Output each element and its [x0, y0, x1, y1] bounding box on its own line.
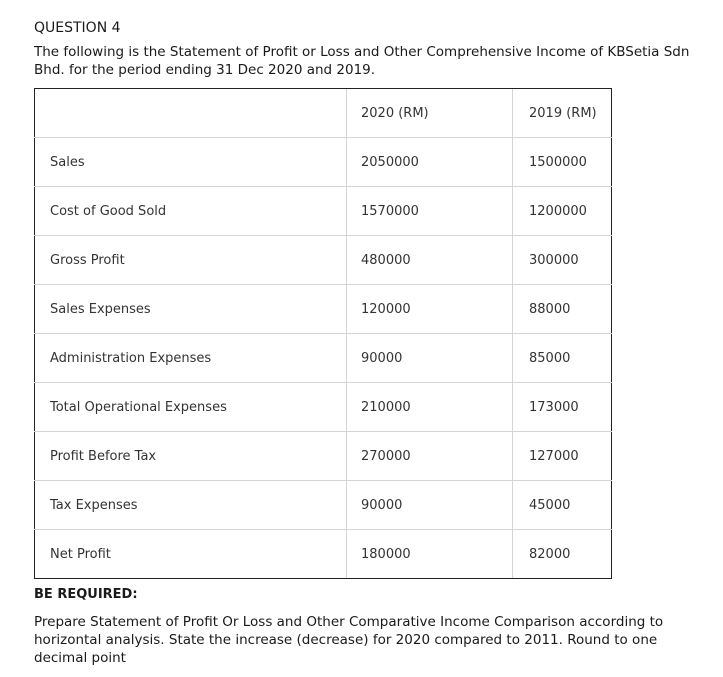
table-row: [35, 530, 612, 579]
table-row: [35, 285, 612, 334]
table-header-row: [35, 89, 612, 138]
value-2019: 127000: [513, 432, 612, 481]
table-row: [35, 383, 612, 432]
table-row: [35, 138, 612, 187]
table-row: [35, 236, 612, 285]
value-2020: 2050000: [347, 138, 513, 187]
row-label: Gross Profit: [35, 236, 347, 285]
header-2020: 2020 (RM): [347, 89, 513, 138]
question-heading: QUESTION 4: [34, 20, 121, 36]
row-label: Sales: [35, 138, 347, 187]
row-label: Tax Expenses: [35, 481, 347, 530]
row-label: Administration Expenses: [35, 334, 347, 383]
value-2019: 173000: [513, 383, 612, 432]
value-2020: 120000: [347, 285, 513, 334]
value-2019: 45000: [513, 481, 612, 530]
value-2020: 270000: [347, 432, 513, 481]
header-2019: 2019 (RM): [513, 89, 612, 138]
value-2020: 180000: [347, 530, 513, 579]
value-2020: 480000: [347, 236, 513, 285]
financial-table: [34, 88, 612, 579]
value-2019: 1500000: [513, 138, 612, 187]
value-2020: 90000: [347, 334, 513, 383]
required-text: Prepare Statement of Profit Or Loss and Other Comparative Income Comparison according to horizontal analysis. State the increase (decrease) for 2020 compared to 2011. Round to one decimal point: [34, 614, 664, 666]
header-label: [35, 89, 347, 138]
row-label: Profit Before Tax: [35, 432, 347, 481]
row-label: Net Profit: [35, 530, 347, 579]
value-2019: 1200000: [513, 187, 612, 236]
value-2019: 88000: [513, 285, 612, 334]
row-label: Cost of Good Sold: [35, 187, 347, 236]
table-row: [35, 187, 612, 236]
value-2019: 82000: [513, 530, 612, 579]
table-row: [35, 432, 612, 481]
table-row: [35, 334, 612, 383]
value-2020: 1570000: [347, 187, 513, 236]
value-2019: 300000: [513, 236, 612, 285]
value-2020: 90000: [347, 481, 513, 530]
table-row: [35, 481, 612, 530]
question-intro: The following is the Statement of Profit or Loss and Other Comprehensive Income of KBSetia Sdn Bhd. for the period ending 31 Dec 2020 and 2019.: [34, 44, 690, 78]
value-2020: 210000: [347, 383, 513, 432]
row-label: Total Operational Expenses: [35, 383, 347, 432]
value-2019: 85000: [513, 334, 612, 383]
required-heading: BE REQUIRED:: [34, 587, 138, 602]
row-label: Sales Expenses: [35, 285, 347, 334]
